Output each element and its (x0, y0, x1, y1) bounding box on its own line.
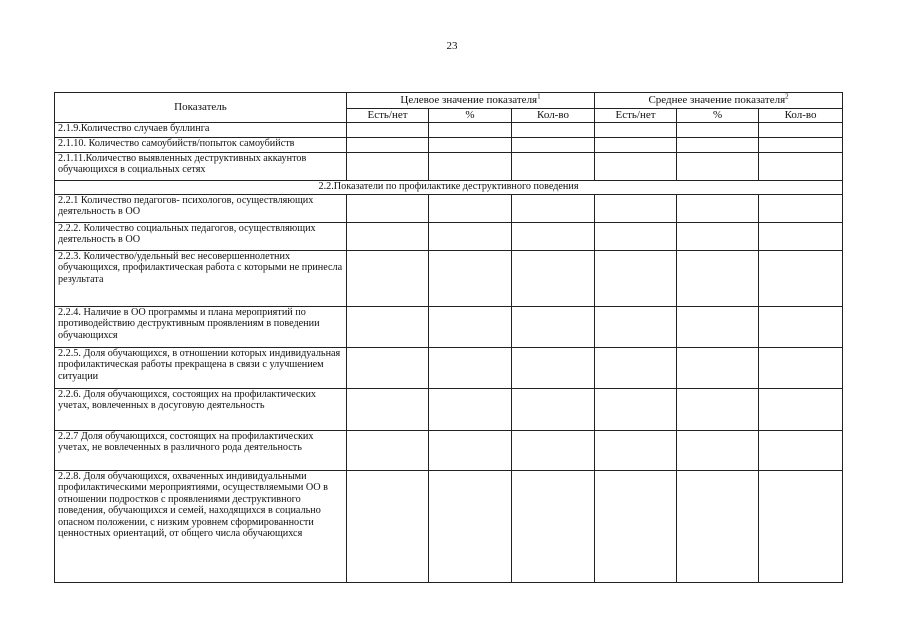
indicator-cell: 2.1.11.Количество выявленных деструктивных аккаунтов обучающихся в социальных сетях (55, 153, 347, 181)
indicator-cell: 2.2.2. Количество социальных педагогов, осуществляющих деятельность в ОО (55, 223, 347, 251)
indicator-cell: 2.2.4. Наличие в ОО программы и плана мероприятий по противодействию деструктивным проявлениям в поведении обучающихся (55, 307, 347, 348)
empty-cell (429, 251, 512, 307)
empty-cell (595, 153, 677, 181)
empty-cell (512, 431, 595, 471)
empty-cell (347, 307, 429, 348)
indicator-cell: 2.2.6. Доля обучающихся, состоящих на профилактических учетах, вовлеченных в досуговую деятельность (55, 389, 347, 431)
section-title: 2.2.Показатели по профилактике деструктивного поведения (55, 181, 843, 195)
empty-cell (512, 389, 595, 431)
header-target-group (347, 93, 595, 109)
empty-cell (677, 138, 759, 153)
empty-cell (347, 389, 429, 431)
header-average-label: Среднее значение показателя (648, 93, 786, 106)
empty-cell (677, 471, 759, 583)
footnote-ref-2: 2 (785, 92, 789, 101)
table-row (55, 195, 843, 223)
empty-cell (759, 348, 843, 389)
empty-cell (512, 348, 595, 389)
empty-cell (347, 153, 429, 181)
section-row (55, 181, 843, 195)
empty-cell (512, 223, 595, 251)
empty-cell (429, 348, 512, 389)
empty-cell (677, 195, 759, 223)
empty-cell (759, 251, 843, 307)
empty-cell (512, 153, 595, 181)
empty-cell (512, 251, 595, 307)
footnote-ref-1: 1 (537, 92, 541, 101)
empty-cell (595, 431, 677, 471)
empty-cell (677, 389, 759, 431)
table-row (55, 251, 843, 307)
empty-cell (512, 471, 595, 583)
empty-cell (677, 153, 759, 181)
empty-cell (595, 195, 677, 223)
empty-cell (595, 223, 677, 251)
indicator-cell: 2.2.7 Доля обучающихся, состоящих на профилактических учетах, не вовлеченных в различного рода деятельность (55, 431, 347, 471)
empty-cell (759, 153, 843, 181)
table-row (55, 223, 843, 251)
table-row (55, 153, 843, 181)
empty-cell (512, 138, 595, 153)
table-row (55, 123, 843, 138)
empty-cell (677, 123, 759, 138)
empty-cell (429, 471, 512, 583)
table-row (55, 471, 843, 583)
empty-cell (595, 123, 677, 138)
empty-cell (347, 251, 429, 307)
empty-cell (677, 307, 759, 348)
table-row (55, 307, 843, 348)
empty-cell (759, 389, 843, 431)
empty-cell (759, 195, 843, 223)
subheader-target-count: Кол-во (512, 109, 595, 123)
empty-cell (512, 307, 595, 348)
empty-cell (347, 123, 429, 138)
empty-cell (429, 431, 512, 471)
empty-cell (595, 471, 677, 583)
empty-cell (595, 389, 677, 431)
subheader-average-count: Кол-во (759, 109, 843, 123)
empty-cell (512, 123, 595, 138)
empty-cell (595, 138, 677, 153)
empty-cell (347, 471, 429, 583)
empty-cell (595, 348, 677, 389)
empty-cell (677, 251, 759, 307)
subheader-target-yesno: Есть/нет (347, 109, 429, 123)
empty-cell (429, 195, 512, 223)
empty-cell (759, 471, 843, 583)
header-indicator: Показатель (55, 93, 347, 123)
indicator-cell: 2.2.5. Доля обучающихся, в отношении которых индивидуальная профилактическая работы прекращена в связи с улучшением ситуации (55, 348, 347, 389)
empty-cell (429, 153, 512, 181)
indicator-cell: 2.2.8. Доля обучающихся, охваченных индивидуальными профилактическими мероприятиями, осуществляемыми ОО в отношении подростков с проявлениями деструктивного поведения, обучающихся и семей, находящихся в социально опасном положении, с низким уровнем сформированности ценностных ориентаций, от общего числа обучающихся (55, 471, 347, 583)
indicators-table (54, 92, 843, 583)
empty-cell (347, 195, 429, 223)
empty-cell (677, 223, 759, 251)
empty-cell (677, 431, 759, 471)
subheader-target-percent: % (429, 109, 512, 123)
subheader-average-yesno: Есть/нет (595, 109, 677, 123)
empty-cell (429, 123, 512, 138)
header-target-label: Целевое значение показателя (400, 93, 538, 106)
subheader-average-percent: % (677, 109, 759, 123)
empty-cell (595, 307, 677, 348)
page-number: 23 (446, 40, 458, 52)
empty-cell (759, 223, 843, 251)
empty-cell (347, 223, 429, 251)
empty-cell (595, 251, 677, 307)
empty-cell (347, 138, 429, 153)
empty-cell (759, 431, 843, 471)
table-row (55, 348, 843, 389)
empty-cell (429, 389, 512, 431)
table-row (55, 138, 843, 153)
empty-cell (759, 307, 843, 348)
indicator-cell: 2.1.9.Количество случаев буллинга (55, 123, 347, 138)
empty-cell (347, 431, 429, 471)
empty-cell (347, 348, 429, 389)
empty-cell (759, 138, 843, 153)
empty-cell (677, 348, 759, 389)
table-row (55, 389, 843, 431)
header-average-group (595, 93, 843, 109)
table-row (55, 431, 843, 471)
empty-cell (512, 195, 595, 223)
indicator-cell: 2.1.10. Количество самоубийств/попыток самоубийств (55, 138, 347, 153)
empty-cell (429, 223, 512, 251)
indicator-cell: 2.2.1 Количество педагогов- психологов, осуществляющих деятельность в ОО (55, 195, 347, 223)
empty-cell (429, 138, 512, 153)
empty-cell (429, 307, 512, 348)
empty-cell (759, 123, 843, 138)
indicator-cell: 2.2.3. Количество/удельный вес несовершеннолетних обучающихся, профилактическая работа с которыми не принесла результата (55, 251, 347, 307)
